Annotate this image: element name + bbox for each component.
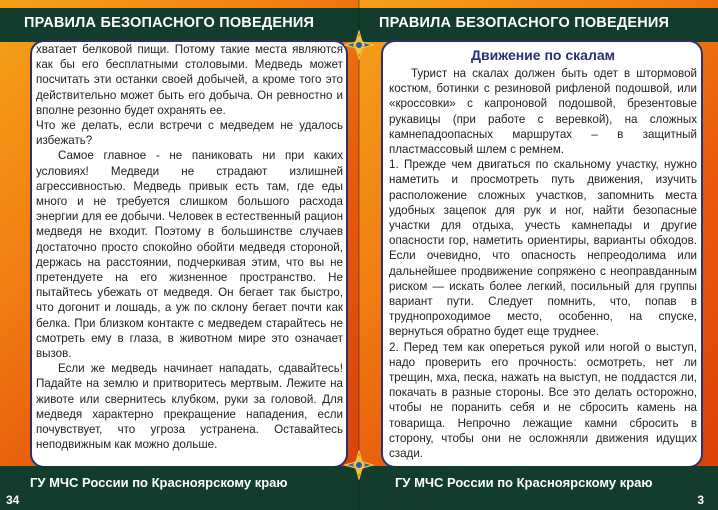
right-page-number: 3: [697, 493, 704, 507]
right-footer-org: ГУ МЧС России по Красноярскому краю: [395, 475, 653, 490]
mchs-star-emblem-icon: [344, 450, 374, 480]
right-paragraph-3: 2. Перед тем как опереться рукой или ногой о выступ, надо проверить его прочность: осмотреть, нет ли трещин, мха, песка, нажать на выступ, не поддастся ли, покачать в разные стороны. Все это делать осторожно, чтобы не поранить себя и не сбросить камень на товарища. Непрочно лежащие камни сбросить в сторону, чтобы они не осложняли движения идущих сзади.: [389, 340, 697, 461]
left-paragraph-1: хватает белковой пищи. Потому такие места являются как бы его бесплатными столовыми. Медведь может посчитать эти останки своей добычей, а кроме того это действительно может быть его добыча. Он ревностно и вполне резонно будет охранять ее.: [36, 43, 343, 117]
right-paragraph-1: Турист на скалах должен быть одет в штормовой костюм, ботинки с резиновой рифленой подошвой, или «кроссовки» с капроновой подошвой, брезентовые рукавицы (при работе с веревкой), на сложных камнепадоопасных маршрутах – в защитный пластмассовый шлем с ремнем.: [389, 67, 697, 157]
left-page-number: 34: [6, 493, 20, 507]
left-paragraph-4: Если же медведь начинает нападать, сдавайтесь! Падайте на землю и притворитесь мертвым. Лежите на животе или свернитесь клубком, руки за головой. Для медведя характерно прекращение нападения, если почувствует, что угроза устранена. Оставайтесь неподвижным как можно дольше.: [36, 362, 343, 452]
right-header-title: ПРАВИЛА БЕЗОПАСНОГО ПОВЕДЕНИЯ: [379, 15, 670, 31]
left-paragraph-3: Самое главное - не паниковать ни при каких условиях! Медведи не страдают излишней агрессивностью. Медведь привык есть там, где еды много и не требуется слишком большого расхода энергии для ее добычи. Человек в естественный рацион медведя не входит. Поэтому в большинстве случаев достаточно просто спокойно обойти медведя стороной, держась на расстоянии, подчеркивая этим, что вы не претендуете на его жизненное пространство. Не пытайтесь убежать от медведя. Он бегает так быстро, что догонит и лошадь, а уж по склону бегает почти как белка. При близком контакте с медведем старайтесь не смотреть ему в глаза, в животном мире это означает вызов.: [36, 149, 343, 361]
left-footer-org: ГУ МЧС России по Красноярскому краю: [30, 475, 288, 490]
left-text-box: [30, 40, 348, 468]
right-page: [359, 0, 718, 510]
right-text-box: [381, 40, 703, 468]
page-seam: [358, 0, 360, 510]
left-header-title: ПРАВИЛА БЕЗОПАСНОГО ПОВЕДЕНИЯ: [24, 15, 315, 31]
section-title: Движение по скалам: [471, 47, 615, 63]
right-paragraph-2: 1. Прежде чем двигаться по скальному участку, нужно наметить и просмотреть путь движения, изучить расположение сложных участков, запомнить места удобных зацепок для рук и ног, найти безопасные участки для отдыха, учесть камнепады и другие опасности гор, наметить ориентиры, варианты обходов. Если очевидно, что опасность непреодолима или дальнейшее продвижение сопряжено с неоправданным риском — искать более легкий, посильный для группы вариант пути. Следует помнить, что, попав в труднопроходимое место, особенно, на спуске, вернуться обратно будет еще труднее.: [389, 158, 697, 339]
left-paragraph-2: Что же делать, если встречи с медведем не удалось избежать?: [36, 119, 343, 148]
mchs-star-emblem-icon: [344, 30, 374, 60]
